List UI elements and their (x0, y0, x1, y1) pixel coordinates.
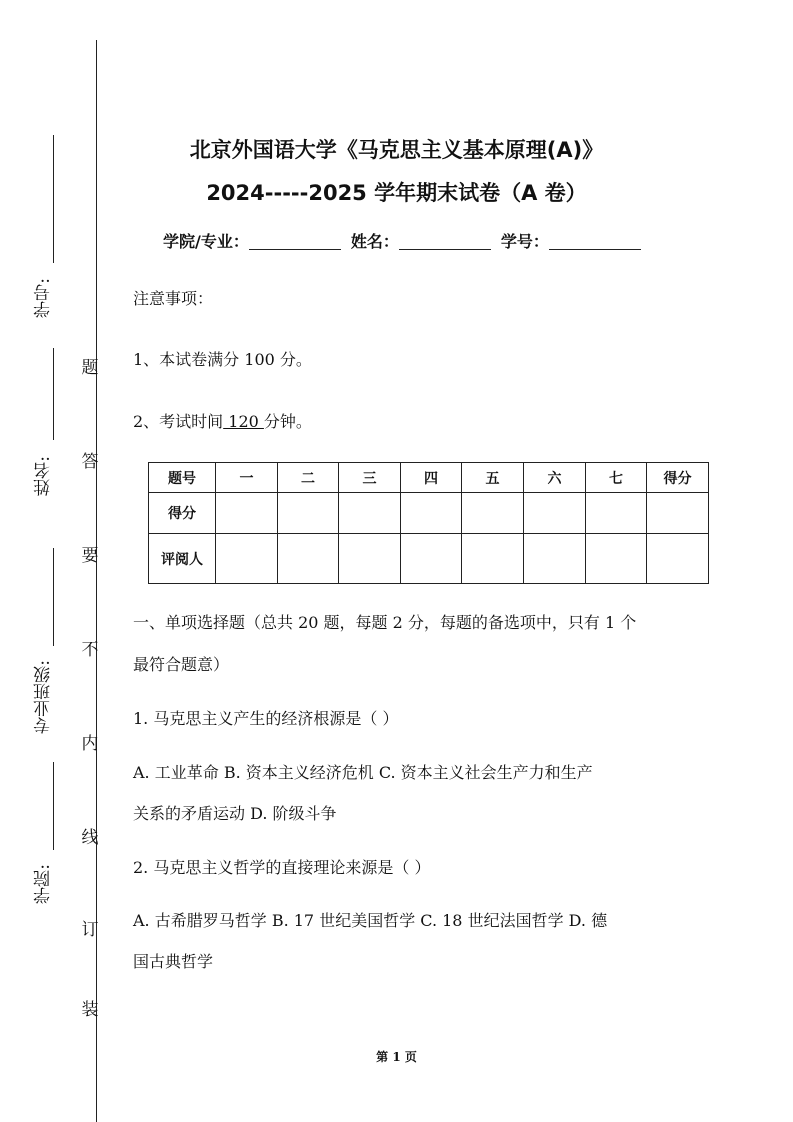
college-margin-line (53, 762, 54, 850)
question-1-options: A. 工业革命 B. 资本主义经济危机 C. 资本主义社会生产力和生产 (133, 763, 593, 782)
score-table-header-row (149, 463, 709, 493)
row-label: 评阅人 (149, 534, 216, 584)
seal-char: 内 (81, 734, 99, 754)
section-1-heading-cont: 最符合题意） (133, 655, 230, 674)
seal-char: 订 (81, 920, 99, 940)
header-cell: 七 (586, 463, 647, 493)
name-label: 姓名： (350, 232, 399, 251)
score-row (149, 493, 709, 534)
seal-char: 线 (81, 828, 99, 848)
reviewer-cell[interactable] (278, 534, 339, 584)
seal-char: 不 (81, 640, 99, 660)
reviewer-cell[interactable] (462, 534, 524, 584)
student-id-label: 学号： (500, 232, 549, 251)
question-1-options-cont: 关系的矛盾运动 D. 阶级斗争 (133, 804, 337, 823)
name-blank[interactable] (399, 233, 491, 250)
seal-char: 题 (81, 358, 99, 378)
margin-name-label: 姓名: (34, 456, 54, 496)
page-number: 第 1 页 (376, 1050, 417, 1064)
question-2-options-cont: 国古典哲学 (133, 952, 214, 971)
question-2-stem: 2. 马克思主义哲学的直接理论来源是（ ） (133, 858, 431, 877)
header-cell: 二 (278, 463, 339, 493)
question-1-stem: 1. 马克思主义产生的经济根源是（ ） (133, 709, 399, 728)
score-cell[interactable] (339, 493, 401, 534)
question-2-options: A. 古希腊罗马哲学 B. 17 世纪美国哲学 C. 18 世纪法国哲学 D. 德 (133, 911, 608, 930)
margin-college-label: 学院: (34, 864, 54, 904)
header-cell: 五 (462, 463, 524, 493)
score-cell[interactable] (586, 493, 647, 534)
seal-char: 答 (81, 452, 99, 472)
college-major-label: 学院/专业： (163, 232, 249, 251)
score-cell[interactable] (524, 493, 586, 534)
margin-student-id-label: 学号: (34, 278, 54, 318)
score-cell[interactable] (462, 493, 524, 534)
score-cell[interactable] (647, 493, 709, 534)
reviewer-cell[interactable] (586, 534, 647, 584)
margin-class-label: 专业班级: (34, 660, 54, 734)
reviewer-cell[interactable] (216, 534, 278, 584)
reviewer-cell[interactable] (401, 534, 462, 584)
reviewer-cell[interactable] (339, 534, 401, 584)
student-info-line (163, 229, 651, 252)
reviewer-cell[interactable] (647, 534, 709, 584)
score-cell[interactable] (401, 493, 462, 534)
header-cell: 得分 (647, 463, 709, 493)
section-1-heading: 一、单项选择题（总共 20 题，每题 2 分，每题的备选项中，只有 1 个 (133, 613, 637, 632)
header-cell: 六 (524, 463, 586, 493)
score-table (148, 462, 709, 584)
header-cell: 一 (216, 463, 278, 493)
seal-char: 要 (81, 546, 99, 566)
notes-heading: 注意事项： (133, 289, 214, 308)
reviewer-row (149, 534, 709, 584)
student-id-blank[interactable] (549, 233, 641, 250)
seal-char: 装 (81, 1000, 99, 1020)
name-margin-line (53, 348, 54, 440)
exam-title: 北京外国语大学《马克思主义基本原理(A)》 (189, 138, 604, 162)
college-major-blank[interactable] (249, 233, 341, 250)
header-cell: 三 (339, 463, 401, 493)
score-cell[interactable] (216, 493, 278, 534)
exam-duration-value: 120 (223, 412, 264, 431)
reviewer-cell[interactable] (524, 534, 586, 584)
note-item-2-suffix: 分钟。 (263, 412, 312, 431)
note-item-2-prefix: 2、考试时间 (133, 412, 224, 431)
exam-subtitle: 2024-----2025 学年期末试卷（A 卷） (206, 181, 587, 205)
class-margin-line (53, 548, 54, 646)
score-cell[interactable] (278, 493, 339, 534)
header-cell: 四 (401, 463, 462, 493)
row-label: 得分 (149, 493, 216, 534)
note-item-2 (133, 409, 312, 432)
note-item-1: 1、本试卷满分 100 分。 (133, 350, 312, 369)
header-cell: 题号 (149, 463, 216, 493)
